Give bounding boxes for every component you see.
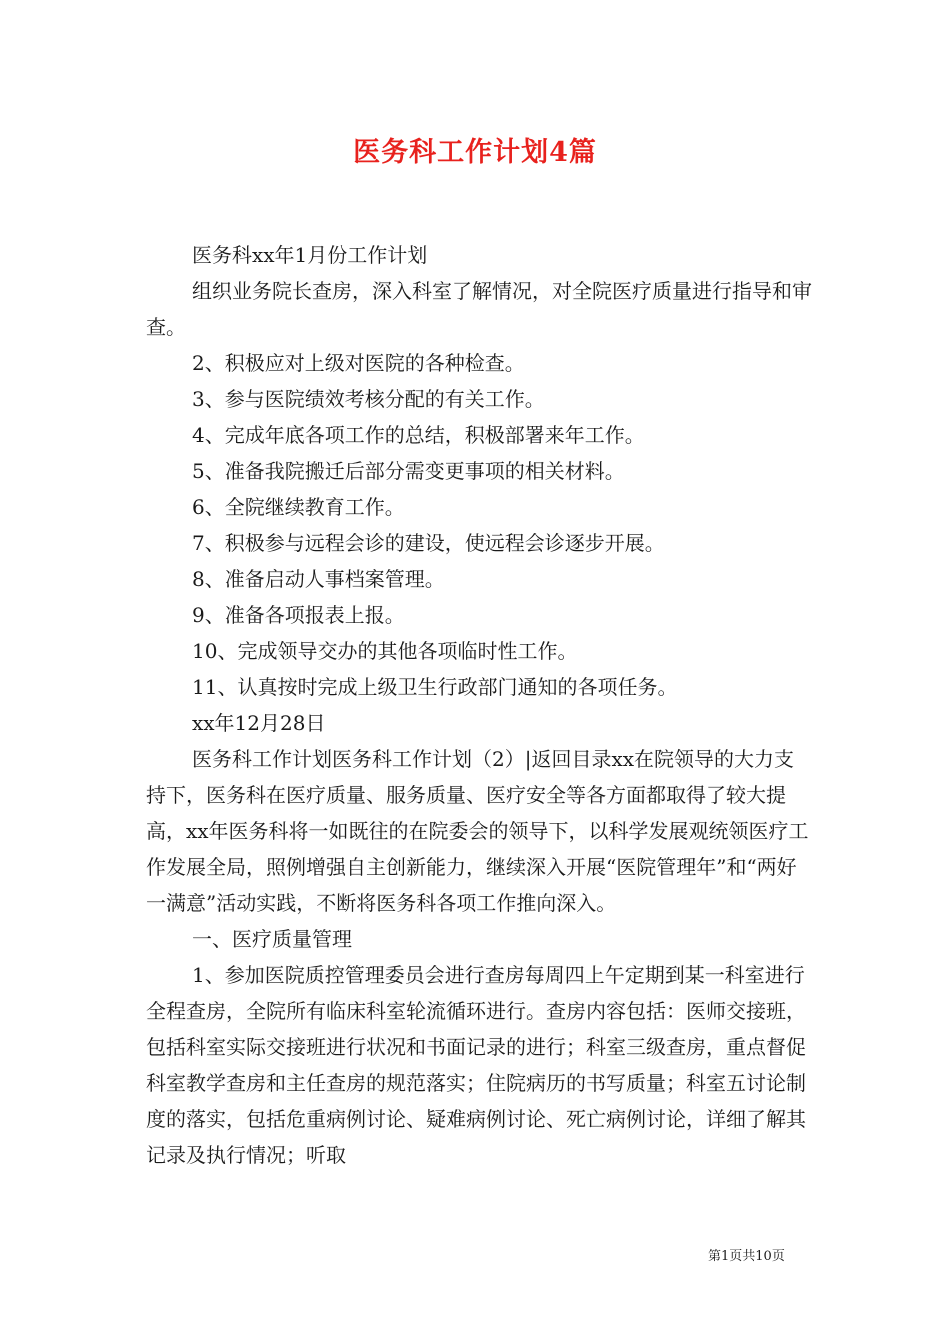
paragraph: 9、准备各项报表上报。 (192, 603, 405, 627)
document-title: 医务科工作计划4篇 (353, 137, 597, 168)
paragraph: 10、完成领导交办的其他各项临时性工作。 (192, 639, 578, 663)
paragraph: 7、积极参与远程会诊的建设，使远程会诊逐步开展。 (192, 531, 665, 555)
paragraph: 2、积极应对上级对医院的各种检查。 (192, 351, 525, 375)
paragraph: 4、完成年底各项工作的总结，积极部署来年工作。 (192, 423, 645, 447)
paragraph: 3、参与医院绩效考核分配的有关工作。 (192, 387, 545, 411)
paragraph-heading: 医务科xx年1月份工作计划 (192, 243, 428, 267)
paragraph: 组织业务院长查房，深入科室了解情况，对全院医疗质量进行指导和审查。 (146, 279, 812, 339)
page-number: 第1页共10页 (708, 1249, 785, 1264)
paragraph: 医务科工作计划医务科工作计划（2）|返回目录xx在院领导的大力支持下，医务科在医疗质量、服务质量、医疗安全等各方面都取得了较大提高，xx年医务科将一如既往的在院委会的领导下，以科学发展观统领医疗工作发展全局，照例增强自主创新能力，继续深入开展“医院管理年”和“两好一满意”活动实践，不断将医务科各项工作推向深入。 (146, 747, 809, 915)
paragraph: 8、准备启动人事档案管理。 (192, 567, 445, 591)
paragraph: 1、参加医院质控管理委员会进行查房每周四上午定期到某一科室进行全程查房，全院所有临床科室轮流循环进行。查房内容包括：医师交接班，包括科室实际交接班进行状况和书面记录的进行；科室三级查房，重点督促科室教学查房和主任查房的规范落实；住院病历的书写质量；科室五讨论制度的落实，包括危重病例讨论、疑难病例讨论、死亡病例讨论，详细了解其记录及执行情况；听取 (146, 963, 806, 1167)
paragraph-date: xx年12月28日 (192, 711, 326, 735)
paragraph: 11、认真按时完成上级卫生行政部门通知的各项任务。 (192, 675, 678, 699)
paragraph: 5、准备我院搬迁后部分需变更事项的相关材料。 (192, 459, 625, 483)
paragraph: 6、全院继续教育工作。 (192, 495, 405, 519)
document-body (146, 237, 812, 1173)
section-heading: 一、医疗质量管理 (192, 927, 352, 951)
